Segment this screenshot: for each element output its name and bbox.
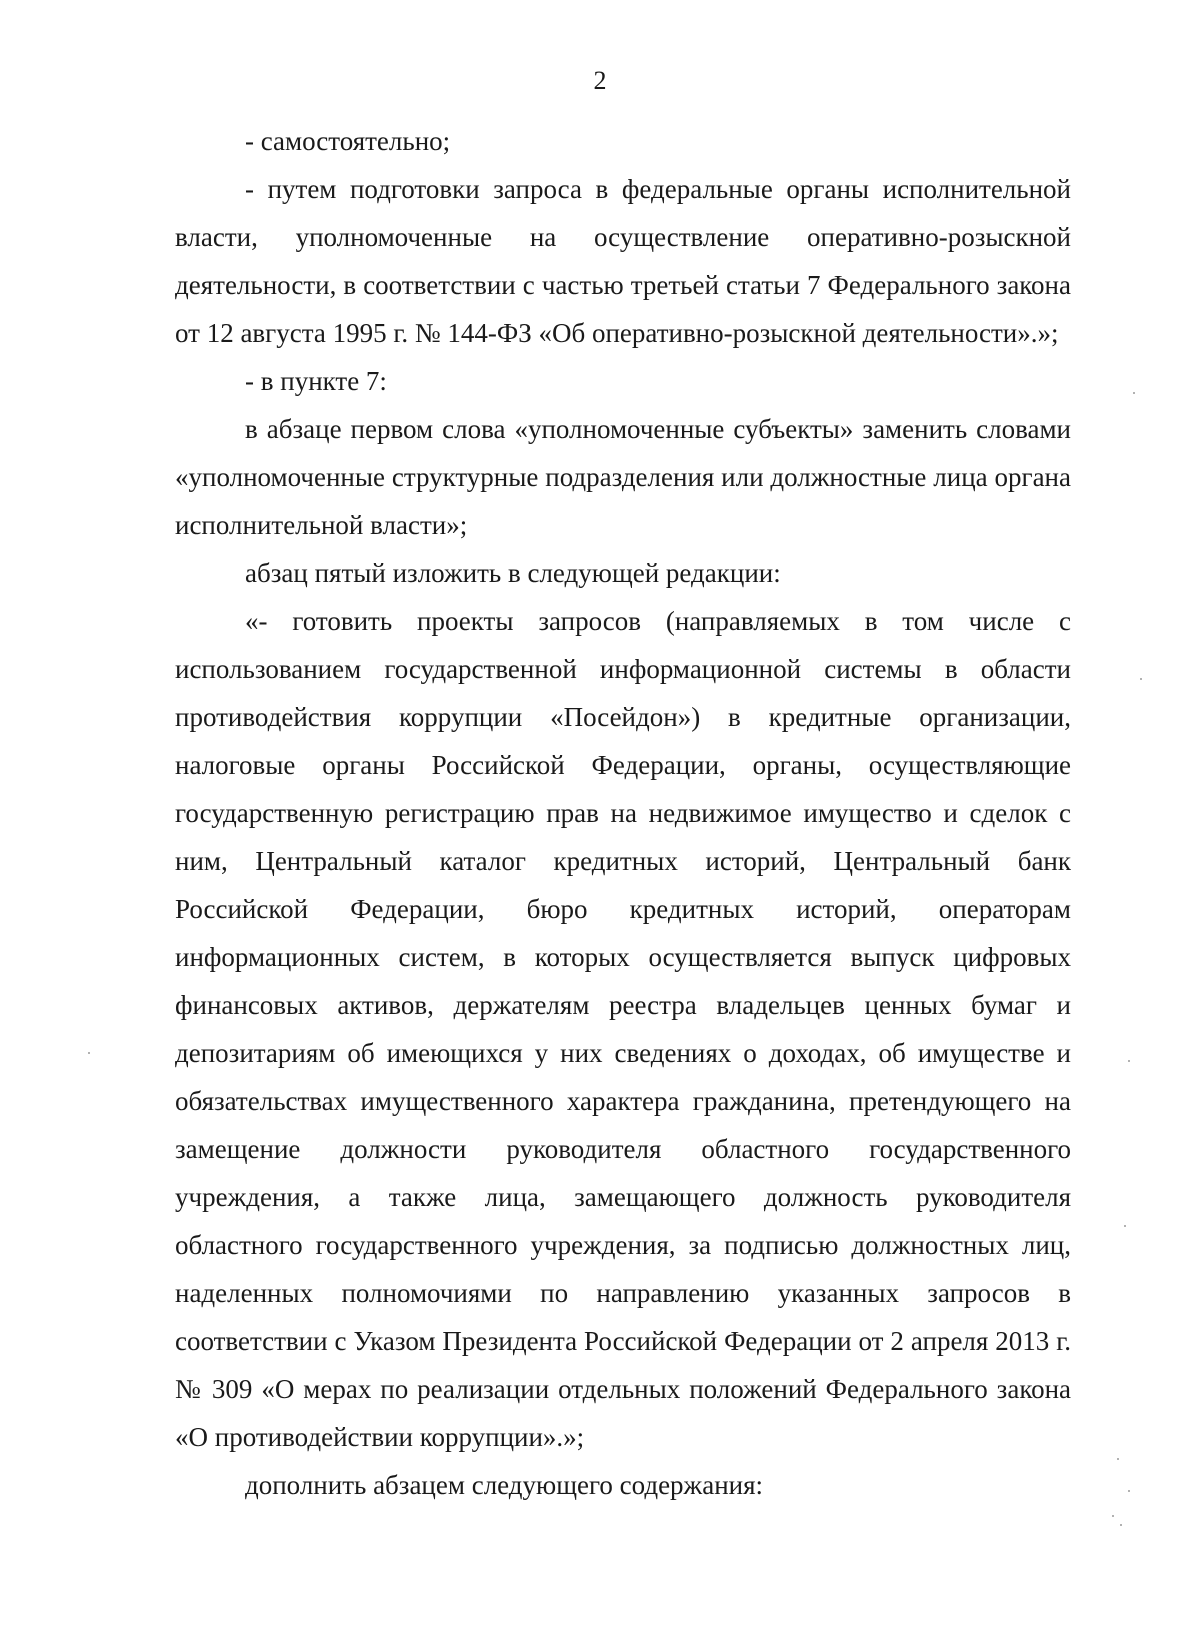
scan-speck <box>1128 1490 1130 1492</box>
scan-speck <box>1128 1060 1130 1062</box>
scan-speck <box>1120 1524 1122 1526</box>
paragraph-first-subparagraph-amendment: в абзаце первом слова «уполномоченные субъекты» заменить словами «уполномоченные структурные подразделения или должностные лица органа исполнительной власти»; <box>175 414 1071 540</box>
scan-speck <box>1117 1458 1119 1460</box>
scan-speck <box>88 1052 90 1054</box>
scan-speck <box>1124 1225 1126 1227</box>
paragraph-new-fifth-subparagraph: «- готовить проекты запросов (направляемых в том числе с использованием государственной информационной системы в области противодействия коррупции «Посейдон») в кредитные организации, налоговые органы Российской Федерации, органы, осуществляющие государственную регистрацию прав на недвижимое имущество и сделок с ним, Центральный каталог кредитных историй, Центральный банк Российской Федерации, бюро кредитных историй, операторам информационных систем, в которых осуществляется выпуск цифровых финансовых активов, держателям реестра владельцев ценных бумаг и депозитариям об имеющихся у них сведениях о доходах, об имуществе и обязательствах имущественного характера гражданина, претендующего на замещение должности руководителя областного государственного учреждения, а также лица, замещающего должность руководителя областного государственного учреждения, за подписью должностных лиц, наделенных полномочиями по направлению указанных запросов в соответствии с Указом Президента Российской Федерации от 2 апреля 2013 г. № 309 «О мерах по реализации отдельных положений Федерального закона «О противодействии коррупции».»; <box>175 606 1071 1452</box>
document-body <box>175 117 1071 1509</box>
paragraph-add-subparagraph: дополнить абзацем следующего содержания: <box>245 1470 764 1500</box>
paragraph-request-preparation: - путем подготовки запроса в федеральные органы исполнительной власти, уполномоченные на осуществление оперативно-розыскной деятельности, в соответствии с частью третьей статьи 7 Федерального закона от 12 августа 1995 г. № 144-ФЗ «Об оперативно-розыскной деятельности».»; <box>175 174 1071 348</box>
paragraph-independently: - самостоятельно; <box>245 126 451 156</box>
page-number: 2 <box>593 66 607 95</box>
paragraph-item-7: - в пункте 7: <box>245 366 387 396</box>
paragraph-fifth-subparagraph-intro: абзац пятый изложить в следующей редакции: <box>245 558 781 588</box>
scan-speck <box>1112 1515 1114 1517</box>
scan-speck <box>1140 678 1142 680</box>
scan-speck <box>1133 392 1135 394</box>
